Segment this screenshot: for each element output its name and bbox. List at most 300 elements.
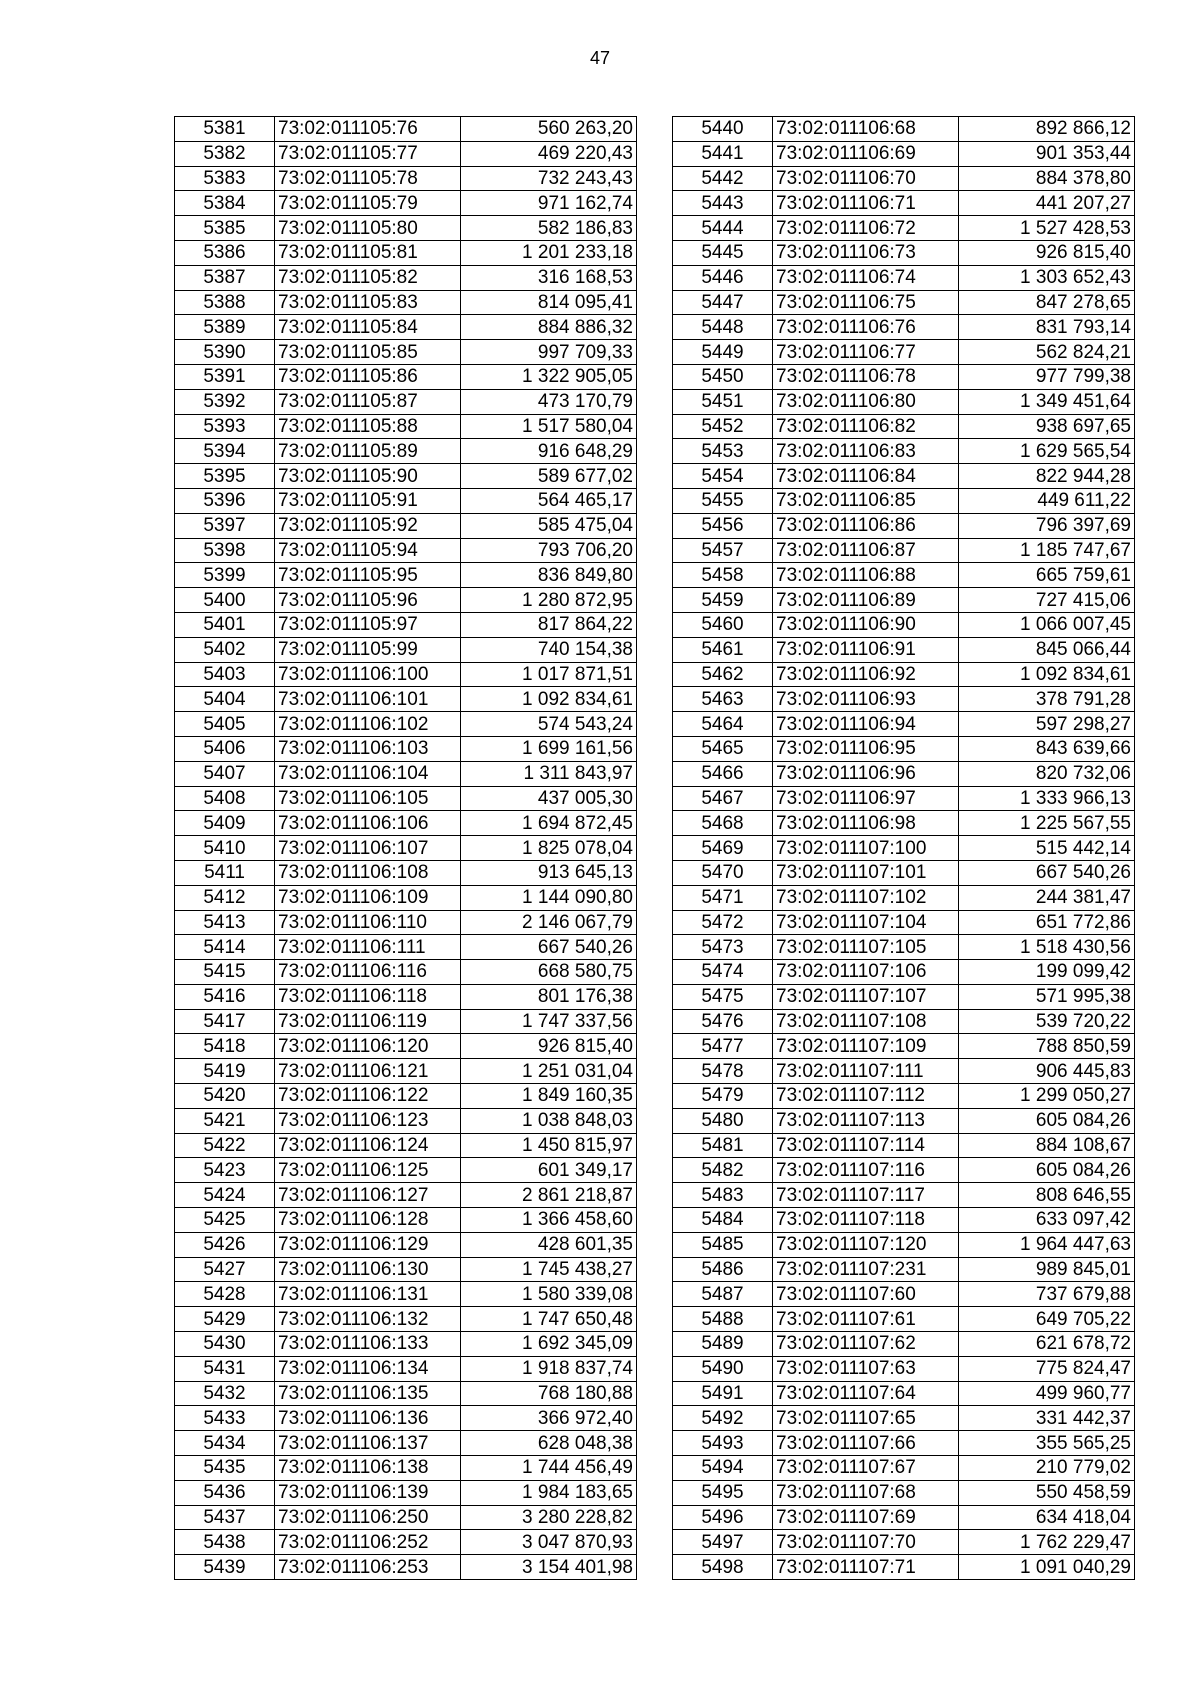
row-number-cell: 5447	[673, 290, 773, 315]
cadastral-number-cell: 73:02:011106:111	[275, 935, 461, 960]
row-number-cell: 5429	[175, 1307, 275, 1332]
table-row	[673, 166, 1135, 191]
table-row	[175, 811, 637, 836]
table-row	[175, 488, 637, 513]
value-cell: 571 995,38	[959, 984, 1135, 1009]
cadastral-number-cell: 73:02:011106:87	[773, 538, 959, 563]
row-number-cell: 5432	[175, 1381, 275, 1406]
cadastral-number-cell: 73:02:011107:120	[773, 1232, 959, 1257]
value-cell: 989 845,01	[959, 1257, 1135, 1282]
row-number-cell: 5406	[175, 736, 275, 761]
value-cell: 649 705,22	[959, 1307, 1135, 1332]
row-number-cell: 5448	[673, 315, 773, 340]
cadastral-number-cell: 73:02:011106:138	[275, 1456, 461, 1481]
row-number-cell: 5449	[673, 340, 773, 365]
table-row	[673, 488, 1135, 513]
value-cell: 331 442,37	[959, 1406, 1135, 1431]
table-row	[175, 736, 637, 761]
cadastral-number-cell: 73:02:011107:109	[773, 1034, 959, 1059]
row-number-cell: 5475	[673, 984, 773, 1009]
row-number-cell: 5415	[175, 960, 275, 985]
row-number-cell: 5473	[673, 935, 773, 960]
table-row	[175, 439, 637, 464]
row-number-cell: 5483	[673, 1183, 773, 1208]
row-number-cell: 5455	[673, 488, 773, 513]
value-cell: 775 824,47	[959, 1356, 1135, 1381]
value-cell: 916 648,29	[461, 439, 637, 464]
value-cell: 845 066,44	[959, 637, 1135, 662]
value-cell: 601 349,17	[461, 1158, 637, 1183]
table-row	[673, 1257, 1135, 1282]
value-cell: 449 611,22	[959, 488, 1135, 513]
value-cell: 977 799,38	[959, 364, 1135, 389]
cadastral-number-cell: 73:02:011105:81	[275, 240, 461, 265]
row-number-cell: 5457	[673, 538, 773, 563]
cadastral-number-cell: 73:02:011106:70	[773, 166, 959, 191]
table-row	[673, 786, 1135, 811]
cadastral-number-cell: 73:02:011106:102	[275, 712, 461, 737]
row-number-cell: 5400	[175, 588, 275, 613]
cadastral-number-cell: 73:02:011106:85	[773, 488, 959, 513]
cadastral-number-cell: 73:02:011105:84	[275, 315, 461, 340]
cadastral-number-cell: 73:02:011105:88	[275, 414, 461, 439]
row-number-cell: 5389	[175, 315, 275, 340]
row-number-cell: 5404	[175, 687, 275, 712]
row-number-cell: 5437	[175, 1505, 275, 1530]
value-cell: 884 378,80	[959, 166, 1135, 191]
cadastral-number-cell: 73:02:011106:90	[773, 612, 959, 637]
value-cell: 1 280 872,95	[461, 588, 637, 613]
row-number-cell: 5397	[175, 513, 275, 538]
value-cell: 1 251 031,04	[461, 1059, 637, 1084]
cadastral-number-cell: 73:02:011105:99	[275, 637, 461, 662]
value-cell: 499 960,77	[959, 1381, 1135, 1406]
cadastral-number-cell: 73:02:011106:95	[773, 736, 959, 761]
cadastral-number-cell: 73:02:011107:117	[773, 1183, 959, 1208]
value-cell: 1 580 339,08	[461, 1282, 637, 1307]
row-number-cell: 5478	[673, 1059, 773, 1084]
value-cell: 913 645,13	[461, 860, 637, 885]
cadastral-number-cell: 73:02:011107:112	[773, 1084, 959, 1109]
row-number-cell: 5413	[175, 910, 275, 935]
value-cell: 1 825 078,04	[461, 836, 637, 861]
value-cell: 1 366 458,60	[461, 1208, 637, 1233]
row-number-cell: 5453	[673, 439, 773, 464]
value-cell: 668 580,75	[461, 960, 637, 985]
value-cell: 3 154 401,98	[461, 1555, 637, 1580]
row-number-cell: 5386	[175, 240, 275, 265]
cadastral-number-cell: 73:02:011107:64	[773, 1381, 959, 1406]
cadastral-number-cell: 73:02:011106:98	[773, 811, 959, 836]
table-row	[673, 637, 1135, 662]
row-number-cell: 5407	[175, 761, 275, 786]
cadastral-number-cell: 73:02:011106:103	[275, 736, 461, 761]
row-number-cell: 5482	[673, 1158, 773, 1183]
table-row	[175, 885, 637, 910]
value-cell: 1 527 428,53	[959, 216, 1135, 241]
table-row	[673, 1158, 1135, 1183]
value-cell: 539 720,22	[959, 1009, 1135, 1034]
row-number-cell: 5403	[175, 662, 275, 687]
row-number-cell: 5409	[175, 811, 275, 836]
right-table	[672, 116, 1135, 1580]
value-cell: 1 303 652,43	[959, 265, 1135, 290]
value-cell: 1 762 229,47	[959, 1530, 1135, 1555]
row-number-cell: 5411	[175, 860, 275, 885]
cadastral-number-cell: 73:02:011107:100	[773, 836, 959, 861]
row-number-cell: 5487	[673, 1282, 773, 1307]
cadastral-number-cell: 73:02:011105:90	[275, 464, 461, 489]
table-row	[175, 637, 637, 662]
table-row	[673, 315, 1135, 340]
cadastral-number-cell: 73:02:011106:105	[275, 786, 461, 811]
row-number-cell: 5476	[673, 1009, 773, 1034]
cadastral-number-cell: 73:02:011105:87	[275, 389, 461, 414]
table-row	[175, 117, 637, 142]
cadastral-number-cell: 73:02:011106:84	[773, 464, 959, 489]
row-number-cell: 5440	[673, 117, 773, 142]
table-row	[673, 910, 1135, 935]
table-row	[673, 1381, 1135, 1406]
table-row	[175, 1456, 637, 1481]
table-row	[673, 1530, 1135, 1555]
row-number-cell: 5446	[673, 265, 773, 290]
row-number-cell: 5438	[175, 1530, 275, 1555]
table-row	[673, 836, 1135, 861]
value-cell: 796 397,69	[959, 513, 1135, 538]
table-row	[673, 1232, 1135, 1257]
table-row	[673, 439, 1135, 464]
row-number-cell: 5452	[673, 414, 773, 439]
table-row	[673, 117, 1135, 142]
cadastral-number-cell: 73:02:011105:80	[275, 216, 461, 241]
value-cell: 997 709,33	[461, 340, 637, 365]
row-number-cell: 5493	[673, 1431, 773, 1456]
value-cell: 1 185 747,67	[959, 538, 1135, 563]
value-cell: 884 886,32	[461, 315, 637, 340]
value-cell: 938 697,65	[959, 414, 1135, 439]
row-number-cell: 5434	[175, 1431, 275, 1456]
cadastral-number-cell: 73:02:011106:132	[275, 1307, 461, 1332]
value-cell: 244 381,47	[959, 885, 1135, 910]
value-cell: 1 964 447,63	[959, 1232, 1135, 1257]
value-cell: 836 849,80	[461, 563, 637, 588]
value-cell: 906 445,83	[959, 1059, 1135, 1084]
row-number-cell: 5396	[175, 488, 275, 513]
row-number-cell: 5420	[175, 1084, 275, 1109]
table-row	[673, 1282, 1135, 1307]
row-number-cell: 5381	[175, 117, 275, 142]
table-row	[175, 191, 637, 216]
row-number-cell: 5489	[673, 1332, 773, 1357]
table-row	[175, 687, 637, 712]
row-number-cell: 5423	[175, 1158, 275, 1183]
row-number-cell: 5450	[673, 364, 773, 389]
table-row	[175, 1183, 637, 1208]
table-row	[175, 563, 637, 588]
row-number-cell: 5418	[175, 1034, 275, 1059]
table-row	[673, 1183, 1135, 1208]
cadastral-number-cell: 73:02:011106:75	[773, 290, 959, 315]
row-number-cell: 5488	[673, 1307, 773, 1332]
value-cell: 562 824,21	[959, 340, 1135, 365]
row-number-cell: 5458	[673, 563, 773, 588]
row-number-cell: 5405	[175, 712, 275, 737]
table-row	[673, 340, 1135, 365]
value-cell: 926 815,40	[461, 1034, 637, 1059]
cadastral-number-cell: 73:02:011107:61	[773, 1307, 959, 1332]
cadastral-number-cell: 73:02:011107:113	[773, 1108, 959, 1133]
row-number-cell: 5439	[175, 1555, 275, 1580]
table-row	[175, 1133, 637, 1158]
cadastral-number-cell: 73:02:011107:62	[773, 1332, 959, 1357]
table-row	[673, 1034, 1135, 1059]
value-cell: 441 207,27	[959, 191, 1135, 216]
row-number-cell: 5466	[673, 761, 773, 786]
table-row	[175, 984, 637, 1009]
table-row	[175, 662, 637, 687]
table-row	[673, 588, 1135, 613]
row-number-cell: 5401	[175, 612, 275, 637]
row-number-cell: 5419	[175, 1059, 275, 1084]
value-cell: 633 097,42	[959, 1208, 1135, 1233]
cadastral-number-cell: 73:02:011106:82	[773, 414, 959, 439]
cadastral-number-cell: 73:02:011106:89	[773, 588, 959, 613]
value-cell: 820 732,06	[959, 761, 1135, 786]
table-row	[673, 662, 1135, 687]
value-cell: 1 201 233,18	[461, 240, 637, 265]
row-number-cell: 5383	[175, 166, 275, 191]
value-cell: 831 793,14	[959, 315, 1135, 340]
table-row	[175, 836, 637, 861]
table-row	[175, 290, 637, 315]
table-row	[175, 1505, 637, 1530]
value-cell: 901 353,44	[959, 141, 1135, 166]
cadastral-number-cell: 73:02:011106:97	[773, 786, 959, 811]
cadastral-number-cell: 73:02:011107:67	[773, 1456, 959, 1481]
value-cell: 515 442,14	[959, 836, 1135, 861]
cadastral-number-cell: 73:02:011106:252	[275, 1530, 461, 1555]
right-table-body	[673, 117, 1135, 1580]
value-cell: 808 646,55	[959, 1183, 1135, 1208]
value-cell: 1 450 815,97	[461, 1133, 637, 1158]
value-cell: 651 772,86	[959, 910, 1135, 935]
row-number-cell: 5496	[673, 1505, 773, 1530]
value-cell: 768 180,88	[461, 1381, 637, 1406]
value-cell: 1 038 848,03	[461, 1108, 637, 1133]
cadastral-number-cell: 73:02:011105:85	[275, 340, 461, 365]
table-row	[175, 910, 637, 935]
cadastral-number-cell: 73:02:011106:71	[773, 191, 959, 216]
value-cell: 1 311 843,97	[461, 761, 637, 786]
row-number-cell: 5477	[673, 1034, 773, 1059]
value-cell: 1 918 837,74	[461, 1356, 637, 1381]
table-row	[673, 1480, 1135, 1505]
cadastral-number-cell: 73:02:011106:72	[773, 216, 959, 241]
value-cell: 473 170,79	[461, 389, 637, 414]
table-row	[673, 761, 1135, 786]
cadastral-number-cell: 73:02:011106:94	[773, 712, 959, 737]
value-cell: 378 791,28	[959, 687, 1135, 712]
value-cell: 817 864,22	[461, 612, 637, 637]
cadastral-number-cell: 73:02:011106:110	[275, 910, 461, 935]
cadastral-number-cell: 73:02:011106:108	[275, 860, 461, 885]
cadastral-number-cell: 73:02:011106:137	[275, 1431, 461, 1456]
cadastral-number-cell: 73:02:011106:136	[275, 1406, 461, 1431]
row-number-cell: 5490	[673, 1356, 773, 1381]
row-number-cell: 5454	[673, 464, 773, 489]
row-number-cell: 5433	[175, 1406, 275, 1431]
row-number-cell: 5382	[175, 141, 275, 166]
row-number-cell: 5399	[175, 563, 275, 588]
table-row	[673, 538, 1135, 563]
value-cell: 634 418,04	[959, 1505, 1135, 1530]
value-cell: 926 815,40	[959, 240, 1135, 265]
row-number-cell: 5465	[673, 736, 773, 761]
row-number-cell: 5479	[673, 1084, 773, 1109]
row-number-cell: 5445	[673, 240, 773, 265]
table-row	[175, 712, 637, 737]
cadastral-number-cell: 73:02:011106:78	[773, 364, 959, 389]
value-cell: 801 176,38	[461, 984, 637, 1009]
table-row	[175, 1282, 637, 1307]
value-cell: 564 465,17	[461, 488, 637, 513]
table-row	[175, 1332, 637, 1357]
table-row	[673, 1307, 1135, 1332]
cadastral-number-cell: 73:02:011106:131	[275, 1282, 461, 1307]
row-number-cell: 5385	[175, 216, 275, 241]
cadastral-number-cell: 73:02:011107:104	[773, 910, 959, 935]
table-row	[673, 612, 1135, 637]
cadastral-number-cell: 73:02:011106:118	[275, 984, 461, 1009]
table-row	[673, 1456, 1135, 1481]
row-number-cell: 5425	[175, 1208, 275, 1233]
table-row	[175, 588, 637, 613]
cadastral-number-cell: 73:02:011106:88	[773, 563, 959, 588]
table-row	[673, 1406, 1135, 1431]
table-row	[673, 1332, 1135, 1357]
cadastral-number-cell: 73:02:011106:123	[275, 1108, 461, 1133]
cadastral-number-cell: 73:02:011105:76	[275, 117, 461, 142]
table-row	[673, 1133, 1135, 1158]
cadastral-number-cell: 73:02:011106:122	[275, 1084, 461, 1109]
table-row	[175, 786, 637, 811]
cadastral-number-cell: 73:02:011106:109	[275, 885, 461, 910]
row-number-cell: 5495	[673, 1480, 773, 1505]
row-number-cell: 5398	[175, 538, 275, 563]
table-row	[175, 1431, 637, 1456]
cadastral-number-cell: 73:02:011105:89	[275, 439, 461, 464]
row-number-cell: 5451	[673, 389, 773, 414]
cadastral-number-cell: 73:02:011105:92	[275, 513, 461, 538]
cadastral-number-cell: 73:02:011106:69	[773, 141, 959, 166]
row-number-cell: 5485	[673, 1232, 773, 1257]
cadastral-number-cell: 73:02:011106:129	[275, 1232, 461, 1257]
value-cell: 847 278,65	[959, 290, 1135, 315]
value-cell: 469 220,43	[461, 141, 637, 166]
cadastral-number-cell: 73:02:011106:77	[773, 340, 959, 365]
table-row	[673, 885, 1135, 910]
table-row	[175, 1406, 637, 1431]
value-cell: 822 944,28	[959, 464, 1135, 489]
value-cell: 589 677,02	[461, 464, 637, 489]
row-number-cell: 5417	[175, 1009, 275, 1034]
cadastral-number-cell: 73:02:011107:60	[773, 1282, 959, 1307]
value-cell: 437 005,30	[461, 786, 637, 811]
table-row	[175, 1009, 637, 1034]
row-number-cell: 5442	[673, 166, 773, 191]
value-cell: 574 543,24	[461, 712, 637, 737]
value-cell: 843 639,66	[959, 736, 1135, 761]
table-row	[673, 1431, 1135, 1456]
table-row	[175, 340, 637, 365]
cadastral-number-cell: 73:02:011105:78	[275, 166, 461, 191]
row-number-cell: 5484	[673, 1208, 773, 1233]
table-row	[673, 290, 1135, 315]
cadastral-number-cell: 73:02:011106:127	[275, 1183, 461, 1208]
table-row	[673, 464, 1135, 489]
value-cell: 1 225 567,55	[959, 811, 1135, 836]
cadastral-number-cell: 73:02:011106:124	[275, 1133, 461, 1158]
value-cell: 355 565,25	[959, 1431, 1135, 1456]
value-cell: 788 850,59	[959, 1034, 1135, 1059]
row-number-cell: 5459	[673, 588, 773, 613]
value-cell: 1 694 872,45	[461, 811, 637, 836]
row-number-cell: 5408	[175, 786, 275, 811]
row-number-cell: 5391	[175, 364, 275, 389]
value-cell: 605 084,26	[959, 1108, 1135, 1133]
row-number-cell: 5480	[673, 1108, 773, 1133]
cadastral-number-cell: 73:02:011106:73	[773, 240, 959, 265]
cadastral-number-cell: 73:02:011106:100	[275, 662, 461, 687]
value-cell: 1 144 090,80	[461, 885, 637, 910]
table-row	[175, 1307, 637, 1332]
cadastral-number-cell: 73:02:011105:95	[275, 563, 461, 588]
cadastral-number-cell: 73:02:011107:101	[773, 860, 959, 885]
table-row	[175, 935, 637, 960]
row-number-cell: 5384	[175, 191, 275, 216]
value-cell: 199 099,42	[959, 960, 1135, 985]
table-row	[175, 860, 637, 885]
cadastral-number-cell: 73:02:011107:71	[773, 1555, 959, 1580]
row-number-cell: 5444	[673, 216, 773, 241]
table-row	[175, 216, 637, 241]
value-cell: 585 475,04	[461, 513, 637, 538]
value-cell: 210 779,02	[959, 1456, 1135, 1481]
cadastral-number-cell: 73:02:011105:91	[275, 488, 461, 513]
table-row	[673, 712, 1135, 737]
cadastral-number-cell: 73:02:011107:116	[773, 1158, 959, 1183]
value-cell: 597 298,27	[959, 712, 1135, 737]
table-row	[175, 141, 637, 166]
row-number-cell: 5467	[673, 786, 773, 811]
row-number-cell: 5460	[673, 612, 773, 637]
value-cell: 1 849 160,35	[461, 1084, 637, 1109]
row-number-cell: 5430	[175, 1332, 275, 1357]
row-number-cell: 5424	[175, 1183, 275, 1208]
value-cell: 1 091 040,29	[959, 1555, 1135, 1580]
row-number-cell: 5481	[673, 1133, 773, 1158]
value-cell: 1 066 007,45	[959, 612, 1135, 637]
cadastral-number-cell: 73:02:011107:106	[773, 960, 959, 985]
table-row	[175, 265, 637, 290]
cadastral-number-cell: 73:02:011106:125	[275, 1158, 461, 1183]
value-cell: 1 017 871,51	[461, 662, 637, 687]
table-row	[175, 414, 637, 439]
value-cell: 621 678,72	[959, 1332, 1135, 1357]
value-cell: 884 108,67	[959, 1133, 1135, 1158]
table-row	[673, 860, 1135, 885]
